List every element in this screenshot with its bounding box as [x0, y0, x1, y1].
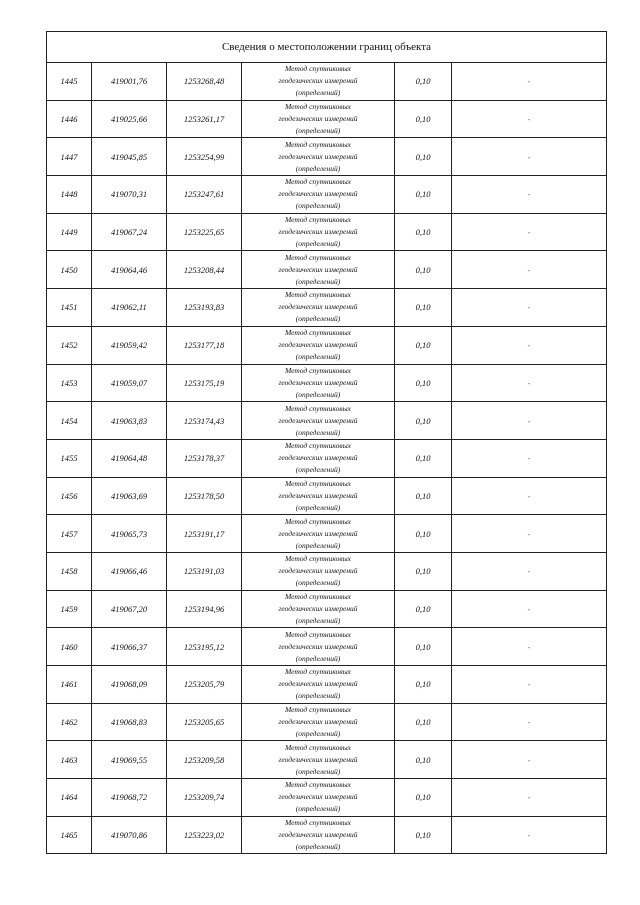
point-number-cell: 1451: [47, 289, 92, 327]
method-line: Метод спутниковых: [284, 215, 352, 225]
coord-x-cell: 419059,07: [92, 364, 167, 402]
accuracy-cell: 0,10: [395, 816, 452, 854]
method-line: (определений): [295, 314, 341, 324]
method-cell: [242, 552, 395, 590]
method-line: Метод спутниковых: [284, 177, 352, 187]
method-line: (определений): [295, 352, 341, 362]
table-row: [47, 515, 607, 553]
description-cell: -: [452, 552, 607, 590]
accuracy-cell: 0,10: [395, 213, 452, 251]
point-number-cell: 1463: [47, 741, 92, 779]
coord-y-cell: 1253205,79: [167, 666, 242, 704]
method-line: (определений): [295, 691, 341, 701]
accuracy-cell: 0,10: [395, 100, 452, 138]
description-cell: -: [452, 100, 607, 138]
description-cell: -: [452, 402, 607, 440]
method-line: геодезических измерений: [278, 302, 358, 312]
method-line: Метод спутниковых: [284, 780, 352, 790]
coord-x-cell: 419062,11: [92, 289, 167, 327]
method-line: Метод спутниковых: [284, 516, 352, 526]
point-number-cell: 1449: [47, 213, 92, 251]
coord-x-cell: 419068,83: [92, 703, 167, 741]
description-cell: -: [452, 176, 607, 214]
coord-y-cell: 1253261,17: [167, 100, 242, 138]
accuracy-cell: 0,10: [395, 439, 452, 477]
method-line: Метод спутниковых: [284, 252, 352, 262]
coord-y-cell: 1253247,61: [167, 176, 242, 214]
accuracy-cell: 0,10: [395, 402, 452, 440]
method-line: (определений): [295, 276, 341, 286]
method-cell: [242, 364, 395, 402]
method-cell: [242, 289, 395, 327]
method-line: Метод спутниковых: [284, 102, 352, 112]
coord-x-cell: 419063,69: [92, 477, 167, 515]
table-row: [47, 477, 607, 515]
method-line: Метод спутниковых: [284, 554, 352, 564]
method-line: (определений): [295, 389, 341, 399]
coord-x-cell: 419070,31: [92, 176, 167, 214]
description-cell: -: [452, 816, 607, 854]
method-line: (определений): [295, 653, 341, 663]
accuracy-cell: 0,10: [395, 590, 452, 628]
method-line: геодезических измерений: [278, 490, 358, 500]
coord-y-cell: 1253178,50: [167, 477, 242, 515]
method-line: (определений): [295, 729, 341, 739]
description-cell: -: [452, 515, 607, 553]
method-line: Метод спутниковых: [284, 591, 352, 601]
coord-x-cell: 419064,48: [92, 439, 167, 477]
description-cell: -: [452, 779, 607, 817]
method-cell: [242, 138, 395, 176]
method-line: геодезических измерений: [278, 415, 358, 425]
point-number-cell: 1445: [47, 63, 92, 101]
method-line: Метод спутниковых: [284, 290, 352, 300]
coord-x-cell: 419045,85: [92, 138, 167, 176]
method-line: геодезических измерений: [278, 227, 358, 237]
table-row: [47, 213, 607, 251]
method-line: Метод спутниковых: [284, 667, 352, 677]
description-cell: -: [452, 213, 607, 251]
table-row: [47, 741, 607, 779]
method-line: (определений): [295, 239, 341, 249]
description-cell: -: [452, 326, 607, 364]
accuracy-cell: 0,10: [395, 63, 452, 101]
method-line: Метод спутниковых: [284, 818, 352, 828]
table-row: [47, 100, 607, 138]
table-title: Сведения о местоположении границ объекта: [47, 32, 607, 63]
coord-y-cell: 1253178,37: [167, 439, 242, 477]
table-row: [47, 666, 607, 704]
point-number-cell: 1460: [47, 628, 92, 666]
method-line: геодезических измерений: [278, 377, 358, 387]
accuracy-cell: 0,10: [395, 741, 452, 779]
method-line: геодезических измерений: [278, 603, 358, 613]
coord-x-cell: 419067,20: [92, 590, 167, 628]
method-line: геодезических измерений: [278, 754, 358, 764]
table-row: [47, 552, 607, 590]
method-line: Метод спутниковых: [284, 365, 352, 375]
method-line: геодезических измерений: [278, 566, 358, 576]
method-line: (определений): [295, 88, 341, 98]
method-cell: [242, 439, 395, 477]
coord-y-cell: 1253195,12: [167, 628, 242, 666]
method-line: Метод спутниковых: [284, 403, 352, 413]
table-row: [47, 63, 607, 101]
point-number-cell: 1455: [47, 439, 92, 477]
table-row: [47, 703, 607, 741]
method-line: (определений): [295, 201, 341, 211]
coord-y-cell: 1253175,19: [167, 364, 242, 402]
coord-x-cell: 419001,76: [92, 63, 167, 101]
table-row: [47, 138, 607, 176]
table-row: [47, 289, 607, 327]
accuracy-cell: 0,10: [395, 364, 452, 402]
method-cell: [242, 326, 395, 364]
method-line: геодезических измерений: [278, 830, 358, 840]
accuracy-cell: 0,10: [395, 515, 452, 553]
coord-x-cell: 419066,37: [92, 628, 167, 666]
accuracy-cell: 0,10: [395, 289, 452, 327]
coord-y-cell: 1253177,18: [167, 326, 242, 364]
accuracy-cell: 0,10: [395, 326, 452, 364]
coord-x-cell: 419063,83: [92, 402, 167, 440]
table-row: [47, 402, 607, 440]
point-number-cell: 1456: [47, 477, 92, 515]
accuracy-cell: 0,10: [395, 251, 452, 289]
coord-y-cell: 1253208,44: [167, 251, 242, 289]
coord-y-cell: 1253205,65: [167, 703, 242, 741]
table-row: [47, 176, 607, 214]
description-cell: -: [452, 666, 607, 704]
method-cell: [242, 741, 395, 779]
method-line: (определений): [295, 615, 341, 625]
point-number-cell: 1457: [47, 515, 92, 553]
table-row: [47, 251, 607, 289]
coord-x-cell: 419068,72: [92, 779, 167, 817]
method-line: (определений): [295, 163, 341, 173]
description-cell: -: [452, 364, 607, 402]
method-line: Метод спутниковых: [284, 139, 352, 149]
accuracy-cell: 0,10: [395, 628, 452, 666]
accuracy-cell: 0,10: [395, 779, 452, 817]
description-cell: -: [452, 477, 607, 515]
point-number-cell: 1446: [47, 100, 92, 138]
coord-y-cell: 1253174,43: [167, 402, 242, 440]
method-line: (определений): [295, 465, 341, 475]
coord-y-cell: 1253209,58: [167, 741, 242, 779]
point-number-cell: 1453: [47, 364, 92, 402]
method-cell: [242, 176, 395, 214]
table-row: [47, 816, 607, 854]
coord-y-cell: 1253209,74: [167, 779, 242, 817]
coord-y-cell: 1253254,99: [167, 138, 242, 176]
method-cell: [242, 213, 395, 251]
coord-y-cell: 1253268,48: [167, 63, 242, 101]
method-cell: [242, 816, 395, 854]
method-cell: [242, 100, 395, 138]
table-row: [47, 326, 607, 364]
description-cell: -: [452, 138, 607, 176]
point-number-cell: 1459: [47, 590, 92, 628]
method-cell: [242, 515, 395, 553]
method-line: (определений): [295, 126, 341, 136]
method-line: геодезических измерений: [278, 76, 358, 86]
table-title-row: [47, 32, 607, 63]
method-line: (определений): [295, 578, 341, 588]
method-line: (определений): [295, 842, 341, 852]
accuracy-cell: 0,10: [395, 703, 452, 741]
method-line: геодезических измерений: [278, 189, 358, 199]
coord-x-cell: 419069,55: [92, 741, 167, 779]
coord-y-cell: 1253191,03: [167, 552, 242, 590]
table-row: [47, 590, 607, 628]
table-row: [47, 628, 607, 666]
method-line: геодезических измерений: [278, 679, 358, 689]
method-cell: [242, 628, 395, 666]
method-line: (определений): [295, 766, 341, 776]
coord-x-cell: 419068,09: [92, 666, 167, 704]
method-cell: [242, 63, 395, 101]
method-line: Метод спутниковых: [284, 629, 352, 639]
method-cell: [242, 666, 395, 704]
method-line: Метод спутниковых: [284, 742, 352, 752]
table-row: [47, 779, 607, 817]
point-number-cell: 1452: [47, 326, 92, 364]
method-cell: [242, 779, 395, 817]
point-number-cell: 1448: [47, 176, 92, 214]
method-line: геодезических измерений: [278, 792, 358, 802]
method-line: геодезических измерений: [278, 528, 358, 538]
method-line: геодезических измерений: [278, 453, 358, 463]
method-line: Метод спутниковых: [284, 705, 352, 715]
coord-y-cell: 1253193,83: [167, 289, 242, 327]
method-line: геодезических измерений: [278, 151, 358, 161]
coord-y-cell: 1253223,02: [167, 816, 242, 854]
method-line: геодезических измерений: [278, 264, 358, 274]
coord-y-cell: 1253194,96: [167, 590, 242, 628]
method-cell: [242, 402, 395, 440]
method-cell: [242, 703, 395, 741]
method-cell: [242, 477, 395, 515]
accuracy-cell: 0,10: [395, 477, 452, 515]
point-number-cell: 1464: [47, 779, 92, 817]
coord-x-cell: 419066,46: [92, 552, 167, 590]
point-number-cell: 1454: [47, 402, 92, 440]
method-line: Метод спутниковых: [284, 478, 352, 488]
description-cell: -: [452, 703, 607, 741]
point-number-cell: 1450: [47, 251, 92, 289]
point-number-cell: 1458: [47, 552, 92, 590]
description-cell: -: [452, 741, 607, 779]
coord-x-cell: 419065,73: [92, 515, 167, 553]
coord-y-cell: 1253191,17: [167, 515, 242, 553]
method-line: Метод спутниковых: [284, 441, 352, 451]
description-cell: -: [452, 63, 607, 101]
method-line: (определений): [295, 804, 341, 814]
point-number-cell: 1462: [47, 703, 92, 741]
accuracy-cell: 0,10: [395, 666, 452, 704]
method-line: геодезических измерений: [278, 114, 358, 124]
method-line: (определений): [295, 502, 341, 512]
accuracy-cell: 0,10: [395, 138, 452, 176]
method-line: (определений): [295, 540, 341, 550]
method-line: геодезических измерений: [278, 641, 358, 651]
coord-x-cell: 419064,46: [92, 251, 167, 289]
point-number-cell: 1447: [47, 138, 92, 176]
method-cell: [242, 590, 395, 628]
table-row: [47, 364, 607, 402]
description-cell: -: [452, 439, 607, 477]
boundary-points-table: [46, 31, 607, 854]
point-number-cell: 1461: [47, 666, 92, 704]
table-row: [47, 439, 607, 477]
description-cell: -: [452, 289, 607, 327]
method-line: Метод спутниковых: [284, 328, 352, 338]
boundary-info-sheet: [46, 31, 606, 854]
coord-x-cell: 419025,66: [92, 100, 167, 138]
point-number-cell: 1465: [47, 816, 92, 854]
method-cell: [242, 251, 395, 289]
description-cell: -: [452, 590, 607, 628]
coord-x-cell: 419059,42: [92, 326, 167, 364]
accuracy-cell: 0,10: [395, 176, 452, 214]
method-line: Метод спутниковых: [284, 64, 352, 74]
method-line: (определений): [295, 427, 341, 437]
coord-x-cell: 419067,24: [92, 213, 167, 251]
method-line: геодезических измерений: [278, 717, 358, 727]
coord-y-cell: 1253225,65: [167, 213, 242, 251]
description-cell: -: [452, 251, 607, 289]
description-cell: -: [452, 628, 607, 666]
accuracy-cell: 0,10: [395, 552, 452, 590]
method-line: геодезических измерений: [278, 340, 358, 350]
coord-x-cell: 419070,86: [92, 816, 167, 854]
